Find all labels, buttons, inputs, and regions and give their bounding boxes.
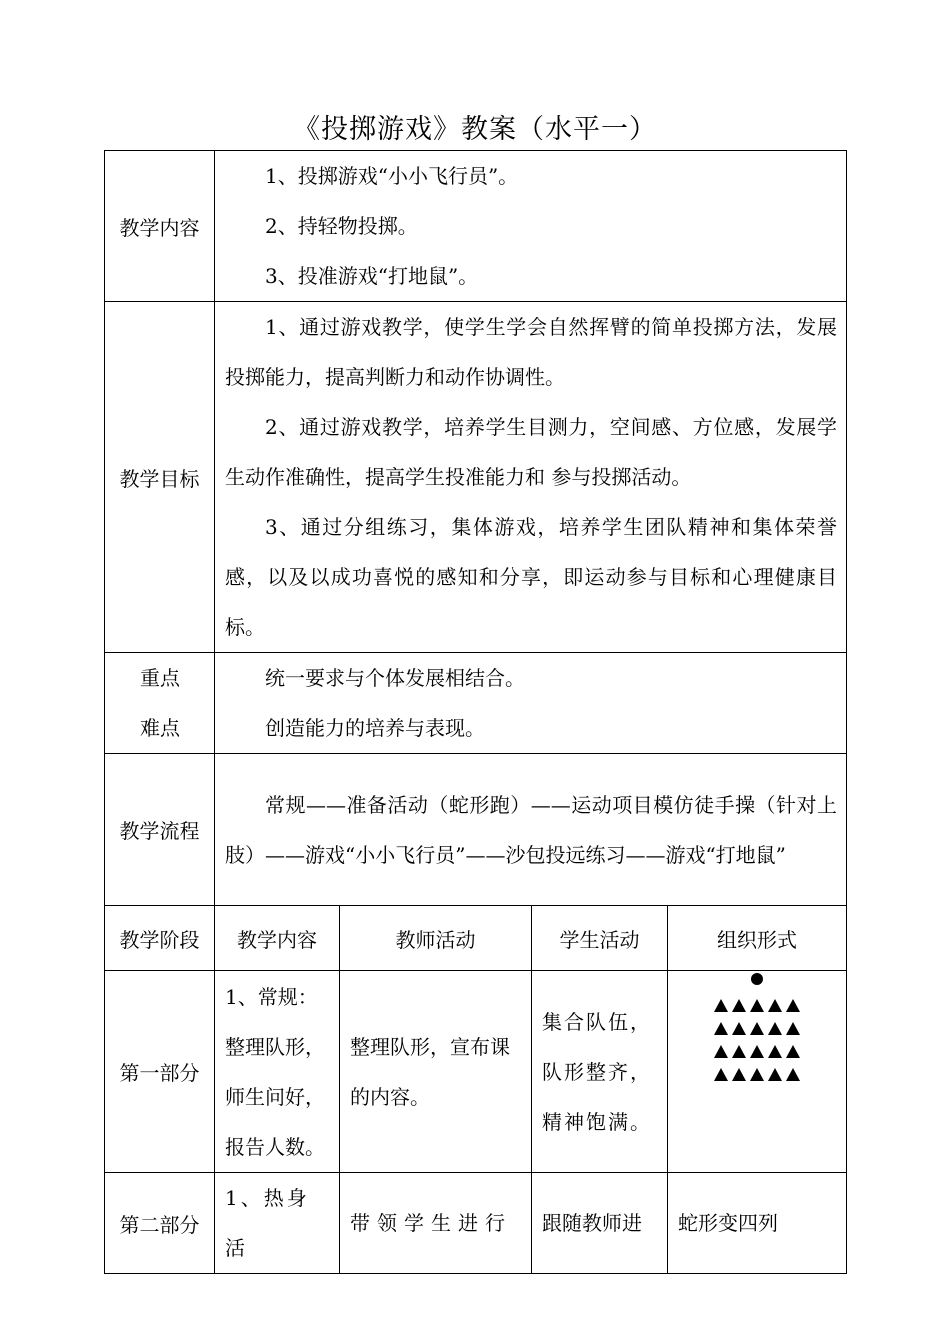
formation-cell: [668, 1173, 847, 1274]
row-teacher-text: 带领学生进行: [350, 1211, 512, 1235]
content-cell: [215, 151, 847, 302]
student-triangle-icon: [732, 999, 746, 1012]
student-triangle-icon: [786, 999, 800, 1012]
goals-row: [105, 302, 847, 653]
document-title: 《投掷游戏》教案（水平一）: [293, 114, 657, 145]
student-triangle-icon: [750, 1068, 764, 1081]
header-student: 学生活动: [532, 906, 668, 971]
stage-cell: 第二部分: [105, 1173, 215, 1274]
flow-row: [105, 754, 847, 906]
student-cell: [532, 971, 668, 1173]
content-label: 教学内容: [105, 151, 215, 302]
header-teacher: 教师活动: [340, 906, 532, 971]
student-triangle-icon: [768, 1022, 782, 1035]
student-triangle-icon: [768, 1068, 782, 1081]
stage-header-row: [105, 906, 847, 971]
goals-label: 教学目标: [105, 302, 215, 653]
student-triangle-icon: [786, 1045, 800, 1058]
content-item: 3、投准游戏“打地鼠”。: [265, 264, 479, 288]
teacher-cell: [340, 971, 532, 1173]
teacher-cell: [340, 1173, 532, 1274]
lesson-plan-table: [104, 150, 847, 1274]
difficulty-label: 难点: [140, 716, 180, 740]
flow-cell: [215, 754, 847, 906]
content-row: [105, 151, 847, 302]
student-triangle-icon: [714, 1022, 728, 1035]
student-triangle-icon: [732, 1045, 746, 1058]
student-triangle-icon: [750, 1022, 764, 1035]
content-cell: [215, 971, 340, 1173]
flow-text: 常规——准备活动（蛇形跑）——运动项目模仿徒手操（针对上肢）——游戏“小小飞行员”——沙包投远练习——游戏“打地鼠”: [225, 792, 837, 867]
header-stage: 教学阶段: [105, 906, 215, 971]
formation-diagram: [668, 971, 846, 1086]
student-triangle-icon: [714, 1068, 728, 1081]
student-triangle-icon: [732, 1068, 746, 1081]
content-cell: [215, 1173, 340, 1274]
header-formation: 组织形式: [668, 906, 847, 971]
row-formation-text: 蛇形变四列: [678, 1211, 778, 1235]
key-points-label: [105, 653, 215, 754]
key-label: 重点: [140, 666, 180, 690]
goal-item: 2、通过游戏教学，培养学生目测力，空间感、方位感，发展学生动作准确性，提高学生投准能力和 参与投掷活动。: [225, 415, 837, 489]
student-triangle-icon: [750, 1045, 764, 1058]
row-content-text: 1、热身活: [225, 1186, 310, 1260]
student-triangle-icon: [732, 1022, 746, 1035]
student-triangle-icon: [768, 999, 782, 1012]
stage-cell: 第一部分: [105, 971, 215, 1173]
key-point-text: 统一要求与个体发展相结合。: [265, 666, 525, 690]
student-cell: [532, 1173, 668, 1274]
content-item: 1、投掷游戏“小小飞行员”。: [265, 164, 519, 188]
row-student-text: 集合队伍，队形整齐，精神饱满。: [542, 1009, 652, 1134]
student-triangle-icon: [714, 999, 728, 1012]
teacher-dot-icon: [751, 973, 763, 985]
content-item: 2、持轻物投掷。: [265, 214, 418, 238]
row-student-text: 跟随教师进: [542, 1211, 642, 1235]
table-row: [105, 1173, 847, 1274]
goal-item: 1、通过游戏教学，使学生学会自然挥臂的简单投掷方法，发展投掷能力，提高判断力和动作协调性。: [225, 315, 837, 389]
header-content: 教学内容: [215, 906, 340, 971]
student-triangle-icon: [786, 1068, 800, 1081]
student-triangle-icon: [768, 1045, 782, 1058]
row-teacher-text: 整理队形，宣布课的内容。: [350, 1034, 510, 1109]
formation-cell: [668, 971, 847, 1173]
flow-label: 教学流程: [105, 754, 215, 906]
key-points-cell: [215, 653, 847, 754]
goals-cell: [215, 302, 847, 653]
table-row: [105, 971, 847, 1173]
student-triangle-icon: [714, 1045, 728, 1058]
student-triangle-icon: [786, 1022, 800, 1035]
row-content-text: 1、常规：整理队形，师生问好，报告人数。: [225, 984, 325, 1159]
student-triangle-icon: [750, 999, 764, 1012]
key-points-row: [105, 653, 847, 754]
difficulty-text: 创造能力的培养与表现。: [265, 716, 485, 740]
goal-item: 3、通过分组练习，集体游戏，培养学生团队精神和集体荣誉感，以及以成功喜悦的感知和分享，即运动参与目标和心理健康目标。: [225, 515, 837, 639]
